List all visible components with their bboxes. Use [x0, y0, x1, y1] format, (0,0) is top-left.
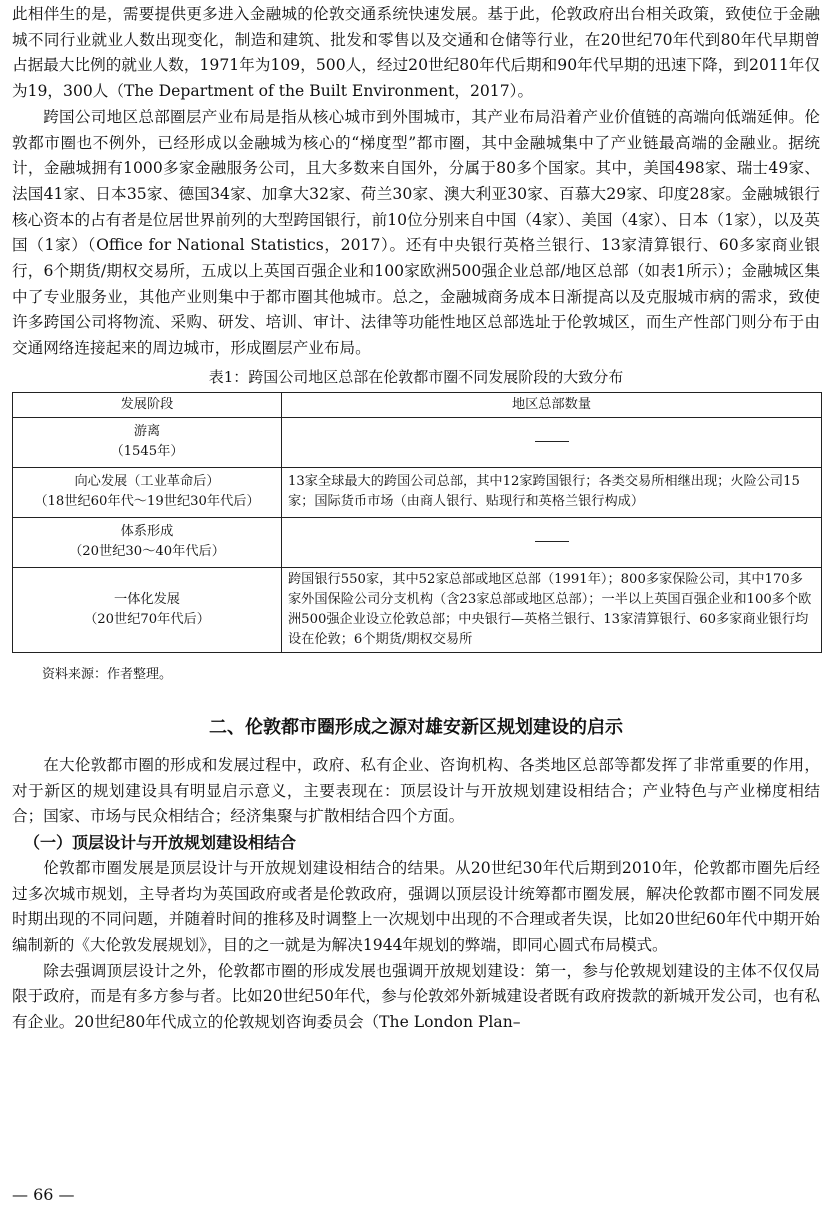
paragraph-continued: 此相伴生的是，需要提供更多进入金融城的伦敦交通系统快速发展。基于此，伦敦政府出台相关政策，致使位于金融城不同行业就业人数出现变化，制造和建筑、批发和零售以及交通和仓储等行业，在20世纪70年代到80年代早期曾占据最大比例的就业人数，1971年为109，500人，经过20世纪80年代后期和90年代早期的迅速下降，到2011年仅为19，300人（The Department of the Built Environment，2017）。 — [12, 5, 820, 101]
hq-distribution-table — [12, 392, 822, 653]
subsection-heading: （一）顶层设计与开放规划建设相结合 — [24, 832, 297, 852]
table-row — [13, 467, 822, 517]
stage-cell — [13, 567, 282, 652]
count-cell-empty — [282, 417, 822, 467]
empty-dash — [535, 541, 569, 542]
stage-name: 游离 — [133, 424, 161, 440]
stage-period: （18世纪60年代～19世纪30年代后） — [34, 494, 260, 510]
header-hq-count: 地区总部数量 — [282, 392, 822, 417]
paragraph-industry-layout: 跨国公司地区总部圈层产业布局是指从核心城市到外围城市，其产业布局沿着产业价值链的高端向低端延伸。伦敦都市圈也不例外，已经形成以金融城为核心的“梯度型”都市圈，其中金融城集中了产业链最高端的金融业。据统计，金融城拥有1000多家金融服务公司，且大多数来自国外，分属于80多个国家。其中，美国498家、瑞士49家、法国41家、日本35家、德国34家、加拿大32家、荷兰30家、澳大利亚30家、百慕大29家、印度28家。金融城银行核心资本的占有者是位居世界前列的大型跨国银行，前10位分别来自中国（4家）、美国（4家）、日本（1家），以及英国（1家）（Office for National Statistics，2017）。还有中央银行英格兰银行、13家清算银行、60多家商业银行，6个期货/期权交易所，五成以上英国百强企业和100家欧洲500强企业总部/地区总部（如表1所示）；金融城区集中了专业服务业，其他产业则集中于都市圈其他城市。总之，金融城商务成本日渐提高以及克服城市病的需求，致使许多跨国公司将物流、采购、研发、培训、审计、法律等功能性地区总部选址于伦敦城区，而生产性部门则分布于由交通网络连接起来的周边城市，形成圈层产业布局。 — [12, 107, 820, 358]
table-caption: 表1：跨国公司地区总部在伦敦都市圈不同发展阶段的大致分布 — [208, 367, 624, 386]
subsection-paragraph: 伦敦都市圈发展是顶层设计与开放规划建设相结合的结果。从20世纪30年代后期到2010年，伦敦都市圈先后经过多次城市规划，主导者均为英国政府或者是伦敦政府，强调以顶层设计统筹都市圈发展，解决伦敦都市圈不同发展时期出现的不同问题，并随着时间的推移及时调整上一次规划中出现的不合理或者失误，比如20世纪60年代中期开始编制新的《大伦敦发展规划》，目的之一就是为解决1944年规划的弊端，即同心圆式布局模式。 — [12, 858, 820, 955]
empty-dash — [535, 441, 569, 442]
stage-cell — [13, 467, 282, 517]
stage-name: 一体化发展 — [114, 591, 180, 607]
stage-cell — [13, 417, 282, 467]
subsection-paragraph: 除去强调顶层设计之外，伦敦都市圈的形成发展也强调开放规划建设：第一，参与伦敦规划建设的主体不仅仅局限于政府，而是有多方参与者。比如20世纪50年代，参与伦敦郊外新城建设者既有政府拨款的新城开发公司，也有私有企业。20世纪80年代成立的伦敦规划咨询委员会（The London Plan– — [12, 961, 820, 1032]
stage-name: 向心发展（工业革命后） — [74, 474, 220, 490]
stage-cell — [13, 517, 282, 567]
page-number: — 66 — — [12, 1185, 75, 1204]
stage-period: （1545年） — [110, 444, 184, 460]
stage-period: （20世纪70年代后） — [84, 611, 210, 627]
table-row — [13, 417, 822, 467]
table-row — [13, 517, 822, 567]
stage-name: 体系形成 — [120, 524, 174, 540]
count-cell: 跨国银行550家，其中52家总部或地区总部（1991年）；800多家保险公司，其中170多家外国保险公司分支机构（含23家总部或地区总部）；一半以上英国百强企业和100多个欧洲500强企业设立伦敦总部；中央银行—英格兰银行、13家清算银行、60多家商业银行均设在伦敦；6个期货/期权交易所 — [282, 567, 822, 652]
header-stage: 发展阶段 — [13, 392, 282, 417]
section-intro-paragraph: 在大伦敦都市圈的形成和发展过程中，政府、私有企业、咨询机构、各类地区总部等都发挥了非常重要的作用，对于新区的规划建设具有明显启示意义，主要表现在：顶层设计与开放规划建设相结合；产业特色与产业梯度相结合；国家、市场与民众相结合；经济集聚与扩散相结合四个方面。 — [12, 755, 820, 826]
stage-period: （20世纪30～40年代后） — [69, 544, 225, 560]
table-source-note: 资料来源：作者整理。 — [42, 666, 173, 682]
document-page — [12, 2, 820, 1036]
count-cell-empty — [282, 517, 822, 567]
section-heading: 二、伦敦都市圈形成之源对雄安新区规划建设的启示 — [209, 716, 623, 738]
table-row — [13, 567, 822, 652]
count-cell: 13家全球最大的跨国公司总部，其中12家跨国银行；各类交易所相继出现；火险公司15家；国际货币市场（由商人银行、贴现行和英格兰银行构成） — [282, 467, 822, 517]
table-header-row — [13, 392, 822, 417]
